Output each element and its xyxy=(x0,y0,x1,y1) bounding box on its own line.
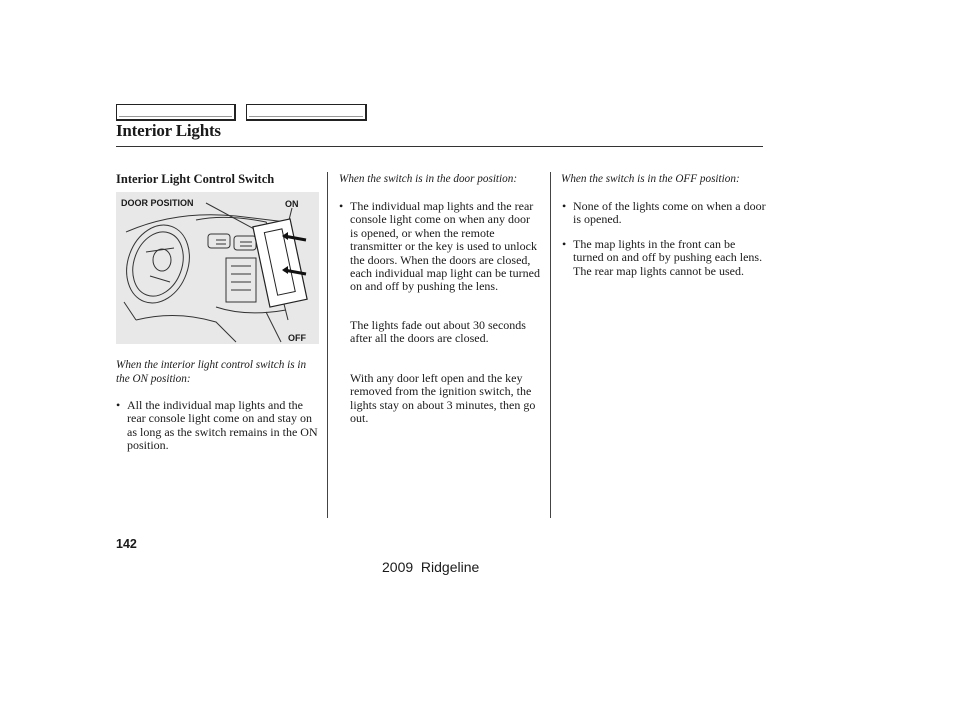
bullet-icon: • xyxy=(339,199,344,213)
page-number: 142 xyxy=(116,537,137,551)
section-title: Interior Lights xyxy=(116,121,221,140)
label-off: OFF xyxy=(288,333,306,343)
paragraph-door-open: With any door left open and the key removed from the ignition switch, the lights stay on about 3 minutes, then go out. xyxy=(350,371,536,426)
bullet-text: All the individual map lights and the rear console light come on and stay on as long as the switch remains in the ON position. xyxy=(127,398,318,453)
bullet-text: The map lights in the front can be turned on and off by pushing each lens. The rear map lights cannot be used. xyxy=(573,237,763,278)
dashboard-drawing-icon xyxy=(116,192,319,344)
label-on: ON xyxy=(285,199,299,209)
title-rule xyxy=(116,146,763,147)
subsection-heading: Interior Light Control Switch xyxy=(116,172,275,186)
switch-illustration xyxy=(116,192,319,344)
footer-model: 2009 Ridgeline xyxy=(382,559,480,575)
column-divider-2 xyxy=(550,172,551,518)
label-door-position: DOOR POSITION xyxy=(121,198,194,208)
bullet-text: None of the lights come on when a door is opened. xyxy=(573,199,766,227)
bullet-icon: • xyxy=(562,237,567,251)
bullet-text: The individual map lights and the rear console light come on when any door is opened, or when the remote transmitter or the key is used to unlock the doors. When the doors are closed, each individual map light can be turned on and off by pushing the lens. xyxy=(350,199,540,294)
column-divider-1 xyxy=(327,172,328,518)
nav-box-2[interactable] xyxy=(246,104,367,121)
caption-on-position: When the interior light control switch is in the ON position: xyxy=(116,359,307,385)
bullet-icon: • xyxy=(562,199,567,213)
caption-off-position: When the switch is in the OFF position: xyxy=(561,173,740,185)
nav-box-1[interactable] xyxy=(116,104,236,121)
bullet-icon: • xyxy=(116,398,121,412)
caption-door-position: When the switch is in the door position: xyxy=(339,173,518,185)
paragraph-fade-out: The lights fade out about 30 seconds after all the doors are closed. xyxy=(350,318,526,346)
